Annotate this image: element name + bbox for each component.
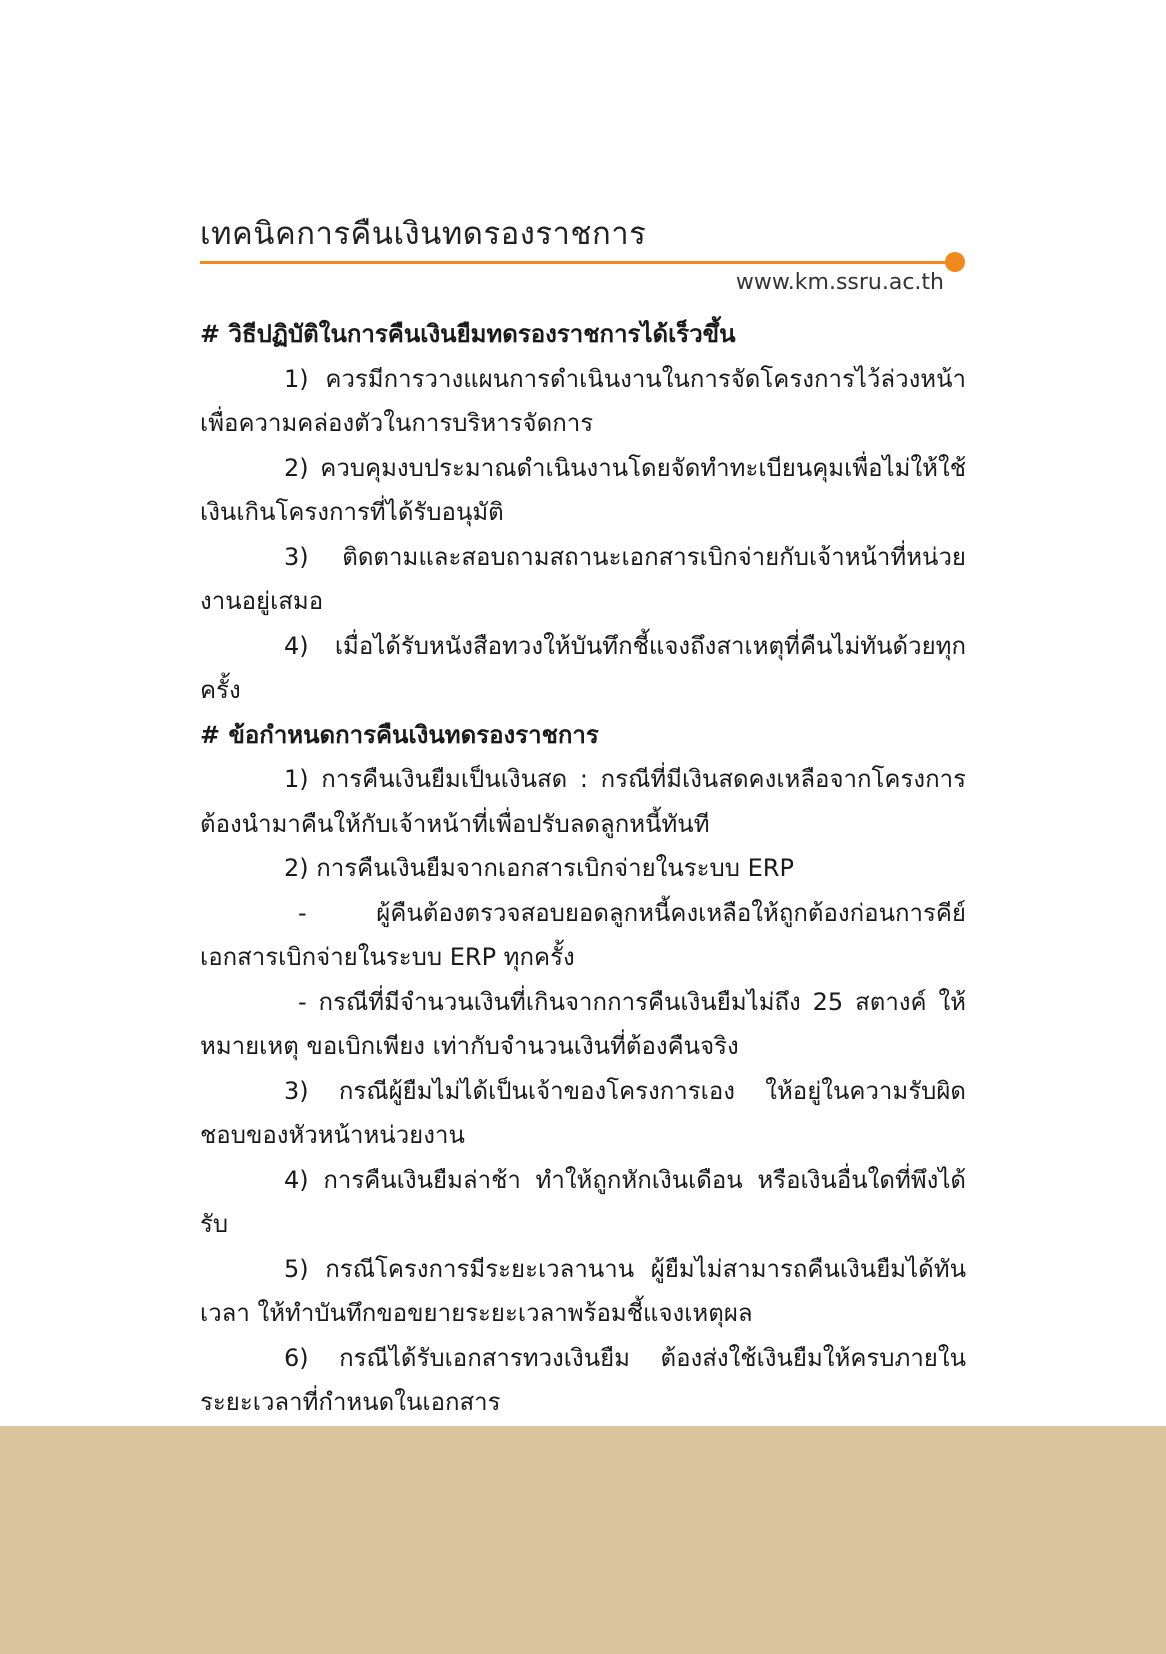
section-heading-requirements: # ข้อกำหนดการคืนเงินทดรองราชการ — [200, 720, 599, 749]
underline-dot — [945, 252, 965, 272]
document-body — [200, 312, 966, 1425]
procedure-item-2: 2) ควบคุมงบประมาณดำเนินงานโดยจัดทำทะเบียนคุมเพื่อไม่ให้ใช้เงินเกินโครงการที่ได้รับอนุมัติ — [200, 453, 966, 526]
requirement-item-4: 4) การคืนเงินยืมล่าช้า ทำให้ถูกหักเงินเดือน หรือเงินอื่นใดที่พึงได้รับ — [200, 1165, 966, 1238]
requirement-item-2-sub-1: - ผู้คืนต้องตรวจสอบยอดลูกหนี้คงเหลือให้ถูกต้องก่อนการคีย์เอกสารเบิกจ่ายในระบบ ERP ทุกครั้ง — [200, 898, 966, 971]
requirement-item-6: 6) กรณีได้รับเอกสารทวงเงินยืม ต้องส่งใช้เงินยืมให้ครบภายในระยะเวลาที่กำหนดในเอกสาร — [200, 1343, 966, 1416]
footer-band — [0, 1426, 1166, 1654]
procedure-item-1: 1) ควรมีการวางแผนการดำเนินงานในการจัดโครงการไว้ล่วงหน้า เพื่อความคล่องตัวในการบริหารจัดการ — [200, 364, 966, 437]
website-url: www.km.ssru.ac.th — [735, 270, 944, 295]
procedure-item-4: 4) เมื่อได้รับหนังสือทวงให้บันทึกชี้แจงถึงสาเหตุที่คืนไม่ทันด้วยทุกครั้ง — [200, 631, 966, 704]
requirement-item-2: 2) การคืนเงินยืมจากเอกสารเบิกจ่ายในระบบ ERP — [284, 854, 794, 882]
requirement-item-1: 1) การคืนเงินยืมเป็นเงินสด : กรณีที่มีเงินสดคงเหลือจากโครงการ ต้องนำมาคืนให้กับเจ้าหน้าที่เพื่อปรับลดลูกหนี้ทันที — [200, 765, 966, 838]
requirement-item-5: 5) กรณีโครงการมีระยะเวลานาน ผู้ยืมไม่สามารถคืนเงินยืมได้ทันเวลา ให้ทำบันทึกขอขยายระยะเวลาพร้อมชี้แจงเหตุผล — [200, 1254, 966, 1327]
section-heading-procedures: # วิธีปฏิบัติในการคืนเงินยืมทดรองราชการได้เร็วขึ้น — [200, 320, 736, 348]
page-title: เทคนิคการคืนเงินทดรองราชการ — [200, 216, 647, 252]
requirement-item-3: 3) กรณีผู้ยืมไม่ได้เป็นเจ้าของโครงการเอง ให้อยู่ในความรับผิดชอบของหัวหน้าหน่วยงาน — [200, 1076, 966, 1149]
procedure-item-3: 3) ติดตามและสอบถามสถานะเอกสารเบิกจ่ายกับเจ้าหน้าที่หน่วยงานอยู่เสมอ — [200, 542, 966, 615]
title-underline — [200, 261, 952, 264]
requirement-item-2-sub-2: - กรณีที่มีจำนวนเงินที่เกินจากการคืนเงินยืมไม่ถึง 25 สตางค์ ให้หมายเหตุ ขอเบิกเพียง เท่ากับจำนวนเงินที่ต้องคืนจริง — [200, 987, 966, 1060]
